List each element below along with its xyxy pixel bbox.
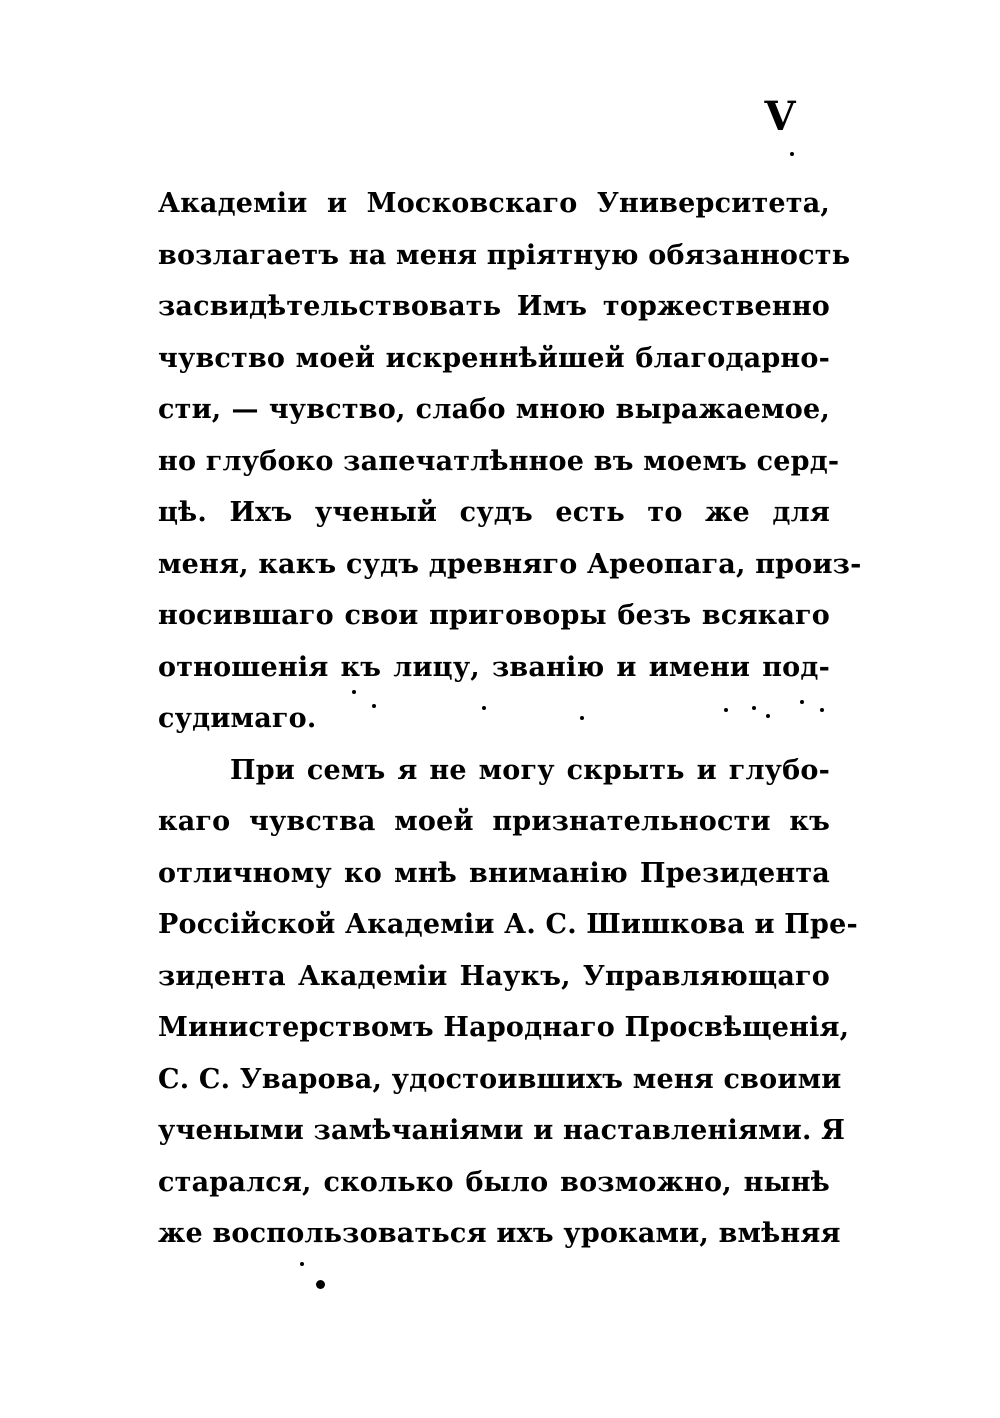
text-line: старался, сколько было возможно, нынѣ (158, 1166, 830, 1198)
text-line: возлагаетъ на меня пріятную обязанность (158, 239, 851, 271)
text-line: Россійской Академіи А. С. Шишкова и Пре- (158, 909, 858, 940)
text-line: учеными замѣчаніями и наставленіями. Я (158, 1115, 846, 1146)
text-line: цѣ. Ихъ ученый судъ есть то же для (158, 497, 830, 528)
ink-speck (580, 716, 584, 720)
text-line: но глубоко запечатлѣнное въ моемъ серд- (158, 445, 840, 477)
text-line: носившаго свои приговоры безъ всякаго (158, 600, 830, 631)
ink-speck (790, 152, 794, 156)
ink-speck (482, 706, 486, 710)
text-line: С. С. Уварова, удостоившихъ меня своими (158, 1063, 842, 1095)
text-line: засвидѣтельствовать Имъ торжественно (158, 291, 830, 322)
text-line: сти, — чувство, слабо мною выражаемое, (158, 394, 830, 425)
ink-speck (766, 714, 770, 718)
ink-speck (372, 704, 376, 708)
text-line: чувство моей искреннѣйшей благодарно- (158, 342, 830, 374)
ink-speck (724, 708, 728, 712)
page-number: V (764, 93, 796, 140)
text-line: При семъ я не могу скрыть и глубо- (230, 754, 830, 786)
text-line: Академіи и Московскаго Университета, (158, 188, 830, 219)
ink-speck (800, 700, 804, 704)
ink-speck (352, 690, 356, 694)
text-line: отличному ко мнѣ вниманію Президента (158, 857, 830, 889)
ink-speck (752, 706, 756, 710)
text-line: меня, какъ судъ древняго Ареопага, произ- (158, 548, 862, 580)
text-line: отношенія къ лицу, званію и имени под- (158, 651, 830, 683)
body-text (158, 178, 862, 1260)
ink-speck (820, 708, 824, 712)
text-line: зидента Академіи Наукъ, Управляющаго (158, 960, 830, 992)
text-line: Министерствомъ Народнаго Просвѣщенія, (158, 1012, 850, 1043)
text-line: же воспользоваться ихъ уроками, вмѣняя (158, 1218, 841, 1249)
text-line: судимаго. (158, 703, 317, 734)
ink-dot (316, 1280, 325, 1289)
ink-speck (300, 1262, 304, 1266)
text-line: каго чувства моей признательности къ (158, 806, 830, 837)
